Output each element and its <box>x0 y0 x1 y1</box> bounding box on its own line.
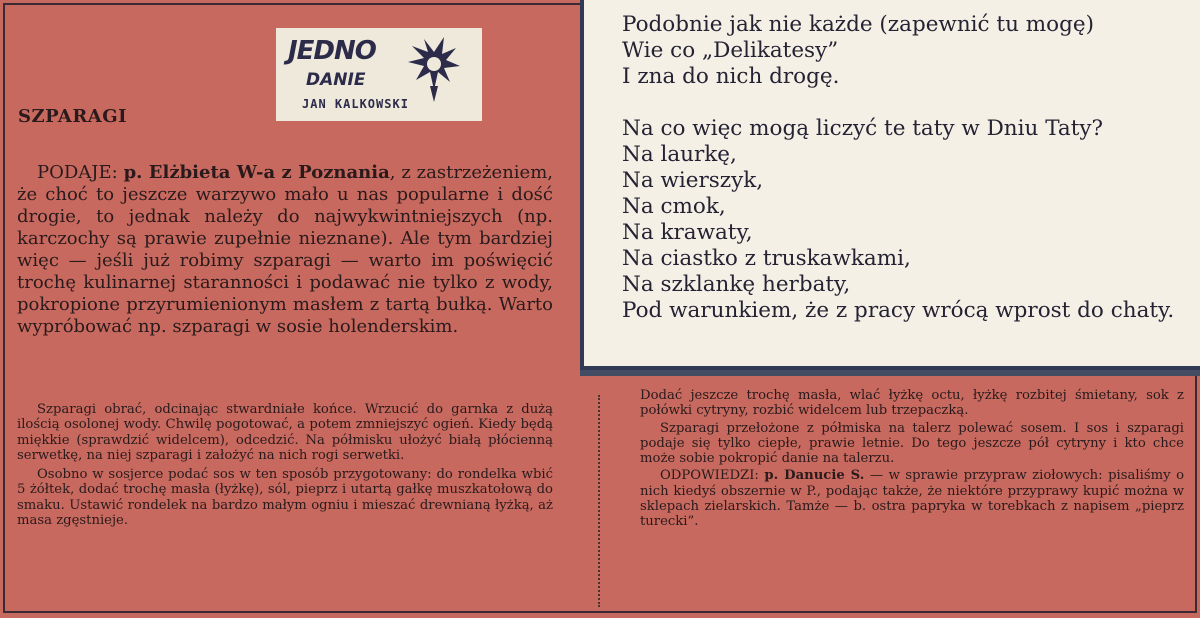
answers-recipient: p. Danucie S. <box>764 468 865 484</box>
intro-label: PODAJE: <box>37 162 124 183</box>
answers-text: — w sprawie przypraw ziołowych: pisaliśmy o nich kiedyś obszernie w P., podając także, że niektóre przyprawy kupić można w sklepach zielarskich. Tamże — b. ostra papryka w torebkach z napisem „pieprz turecki”. <box>640 468 1185 530</box>
poem-line: I zna do nich drogę. <box>622 64 840 89</box>
poem-box <box>580 0 1200 370</box>
answers-label: ODPOWIEDZI: <box>660 468 765 484</box>
poem-line: Podobnie jak nie każde (zapewnić tu mogę) <box>622 12 1094 37</box>
poem-line: Wie co „Delikatesy” <box>622 38 839 63</box>
recipe-left-column <box>17 402 553 532</box>
poem-line: Na szklankę herbaty, <box>622 272 851 297</box>
dancing-figure-icon <box>394 34 474 104</box>
poem-line: Na laurkę, <box>622 142 737 167</box>
answers-paragraph <box>640 468 1184 529</box>
column-logo <box>276 28 482 121</box>
article-title: SZPARAGI <box>18 106 128 127</box>
article-intro <box>17 162 553 338</box>
recipe-paragraph: Dodać jeszcze trochę masła, wlać łyżkę octu, łyżkę rozbitej śmietany, sok z połówki cytryny, rozbić widelcem lub trzepaczką. <box>640 388 1184 419</box>
recipe-paragraph: Szparagi obrać, odcinając stwardniałe końce. Wrzucić do garnka z dużą ilością osolonej wody. Chwilę pogotować, a potem zmniejszyć ogień. Kiedy będą miękkie (sprawdzić widelcem), odcedzić. Na półmisku ułożyć białą płócienną serwetkę, na niej szparagi i założyć na nich rogi serwetki. <box>17 402 553 463</box>
poem <box>622 12 1200 324</box>
stanza-gap <box>622 90 1200 116</box>
poem-line: Na co więc mogą liczyć te taty w Dniu Taty? <box>622 116 1104 141</box>
column-divider <box>598 395 600 607</box>
poem-line: Pod warunkiem, że z pracy wrócą wprost do chaty. <box>622 298 1175 323</box>
intro-author: p. Elżbieta W-a z Poznania <box>123 162 390 183</box>
recipe-right-column <box>640 388 1184 532</box>
poem-line: Na ciastko z truskawkami, <box>622 246 911 271</box>
recipe-paragraph: Szparagi przełożone z półmiska na talerz polewać sosem. I sos i szparagi podaje się tylko ciepłe, prawie letnie. Do tego jeszcze pół cytryny i kto chce może sobie pokropić danie na talerzu. <box>640 420 1184 467</box>
poem-line: Na krawaty, <box>622 220 753 245</box>
logo-title: JEDNO <box>288 36 376 66</box>
logo-subtitle: DANIE <box>306 70 366 90</box>
logo-author: JAN KALKOWSKI <box>302 97 409 111</box>
recipe-paragraph: Osobno w sosjerce podać sos w ten sposób przygotowany: do rondelka wbić 5 żółtek, dodać trochę masła (łyżkę), sól, pieprz i utartą gałkę muszkatołową do smaku. Ustawić rondelek na bardzo małym ogniu i mieszać drewnianą łyżką, aż masa zgęstnieje. <box>17 467 553 529</box>
poem-line: Na cmok, <box>622 194 726 219</box>
intro-text: , z zastrzeżeniem, że choć to jeszcze warzywo mało u nas popularne i dość drogie, to jednak należy do najwykwintniejszych (np. karczochy są prawie zupełnie nieznane). Ale tym bardziej więc — jeśli już robimy szparagi — warto im poświęcić trochę kulinarnej staranności i podawać nie tylko z wody, pokropione przyrumienionym masłem z tartą bułką. Warto wypróbować np. szparagi w sosie holenderskim. <box>17 162 553 337</box>
poem-line: Na wierszyk, <box>622 168 764 193</box>
